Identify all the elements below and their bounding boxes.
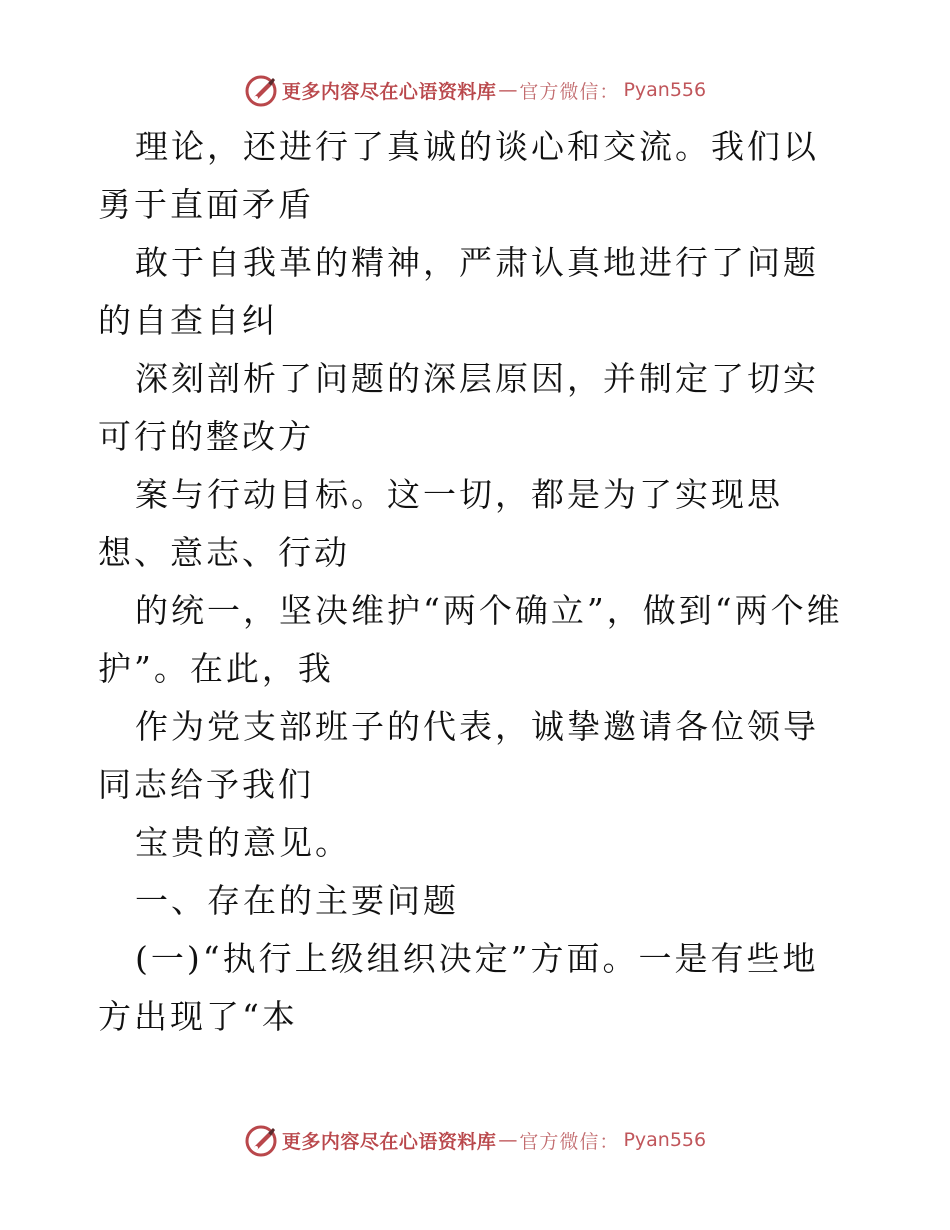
footer-watermark [0, 1120, 950, 1160]
paragraph: 案与行动目标。这一切，都是为了实现思想、意志、行动 [98, 475, 783, 572]
watermark-separator: — [498, 79, 518, 101]
paragraph: 理论，还进行了真诚的谈心和交流。我们以勇于直面矛盾 [98, 127, 819, 224]
paragraph: 深刻剖析了问题的深层原因，并制定了切实可行的整改方 [98, 359, 819, 456]
paragraph: 作为党支部班子的代表，诚挚邀请各位领导同志给予我们 [98, 707, 819, 804]
paragraph: (一)“执行上级组织决定”方面。一是有些地方出现了“本 [98, 939, 819, 1036]
watermark-wechat-label: 官方微信： [519, 1130, 620, 1153]
watermark-separator: — [498, 1129, 518, 1151]
watermark-main-text: 更多内容尽在心语资料库 [281, 1130, 497, 1153]
document-body [98, 118, 853, 1046]
paragraph: 敢于自我革的精神，严肃认真地进行了问题的自查自纠 [98, 243, 819, 340]
watermark-wechat-label: 官方微信： [519, 80, 620, 103]
header-watermark [0, 70, 950, 110]
paragraph: 的统一，坚决维护“两个确立”，做到“两个维护”。在此，我 [98, 591, 843, 688]
pen-logo-icon [244, 73, 278, 107]
watermark-main-text: 更多内容尽在心语资料库 [281, 80, 497, 103]
paragraph: 宝贵的意见。 [135, 823, 351, 862]
watermark-wechat-id: Pyan556 [623, 79, 707, 101]
pen-logo-icon [244, 1123, 278, 1157]
section-heading: 一、存在的主要问题 [135, 881, 459, 920]
watermark-wechat-id: Pyan556 [623, 1129, 707, 1151]
